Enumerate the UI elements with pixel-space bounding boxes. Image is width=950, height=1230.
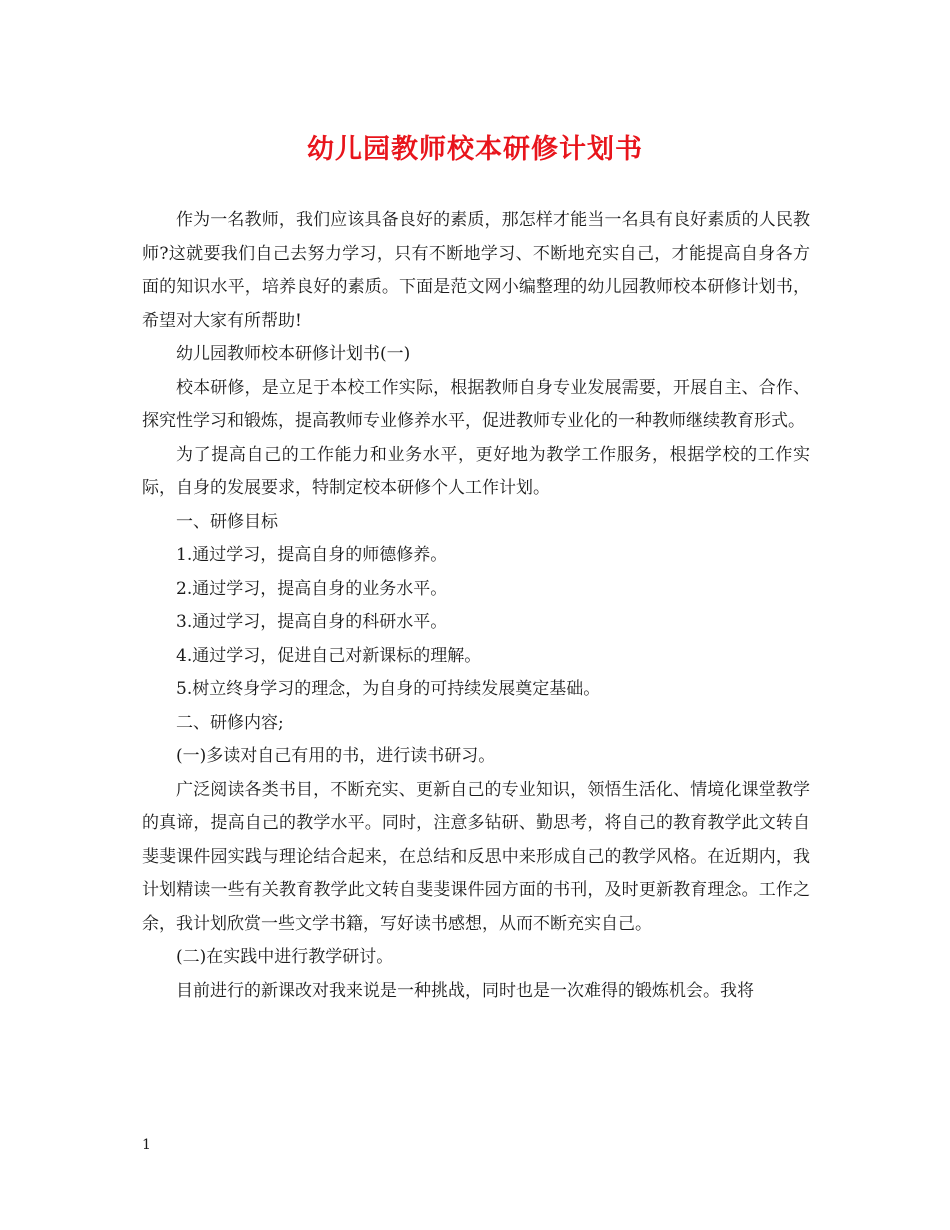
document-body [142,204,810,1008]
section-heading-plan-one: 幼儿园教师校本研修计划书(一) [176,344,411,364]
paragraph-definition: 校本研修，是立足于本校工作实际，根据教师自身专业发展需要，开展自主、合作、探究性学习和锻炼，提高教师专业修养水平，促进教师专业化的一种教师继续教育形式。 [142,377,810,431]
subheading-reading: (一)多读对自己有用的书，进行读书研习。 [176,746,496,766]
paragraph-purpose: 为了提高自己的工作能力和业务水平，更好地为教学工作服务，根据学校的工作实际，自身的发展要求，特制定校本研修个人工作计划。 [142,444,810,498]
paragraph-intro: 作为一名教师，我们应该具备良好的素质，那怎样才能当一名具有良好素质的人民教师?这就要我们自己去努力学习，只有不断地学习、不断地充实自己，才能提高自身各方面的知识水平，培养良好的素质。下面是范文网小编整理的幼儿园教师校本研修计划书，希望对大家有所帮助! [142,210,810,331]
paragraph-reading: 广泛阅读各类书目，不断充实、更新自己的专业知识，领悟生活化、情境化课堂教学的真谛，提高自己的教学水平。同时，注意多钻研、勤思考，将自己的教育教学此文转自斐斐课件园实践与理论结合起来，在总结和反思中来形成自己的教学风格。在近期内，我计划精读一些有关教育教学此文转自斐斐课件园方面的书刊，及时更新教育理念。工作之余，我计划欣赏一些文学书籍，写好读书感想，从而不断充实自己。 [142,779,810,934]
paragraph-practice: 目前进行的新课改对我来说是一种挑战，同时也是一次难得的锻炼机会。我将 [176,980,754,1001]
section-heading-goals: 一、研修目标 [176,511,278,532]
section-heading-content: 二、研修内容; [176,712,284,733]
document-title: 幼儿园教师校本研修计划书 [307,134,643,165]
goal-item-3: 3.通过学习，提高自身的科研水平。 [176,612,448,632]
goal-item-5: 5.树立终身学习的理念，为自身的可持续发展奠定基础。 [176,679,601,699]
subheading-practice: (二)在实践中进行教学研讨。 [176,947,394,967]
goal-item-2: 2.通过学习，提高自身的业务水平。 [176,578,448,599]
page-number: 1 [142,1137,151,1153]
goal-item-1: 1.通过学习，提高自身的师德修养。 [176,545,448,565]
goal-item-4: 4.通过学习，促进自己对新课标的理解。 [176,645,482,666]
